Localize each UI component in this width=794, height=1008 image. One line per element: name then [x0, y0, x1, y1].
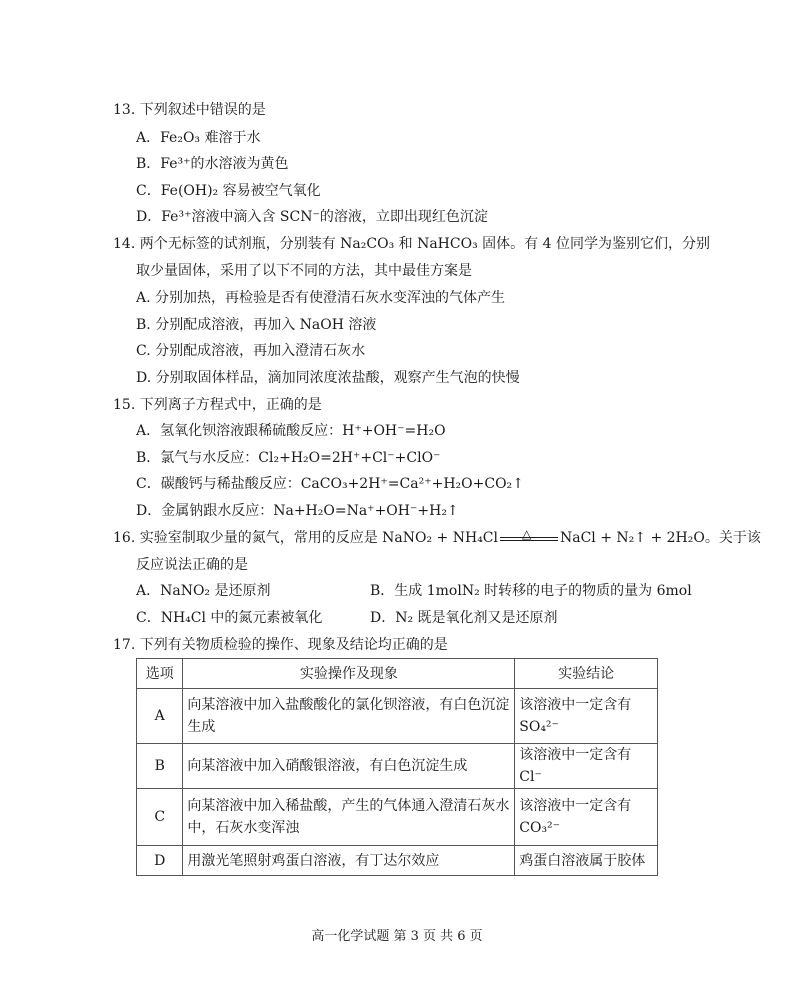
q14-option-c: C. 分别配成溶液，再加入澄清石灰水	[136, 343, 366, 359]
row-operation	[183, 744, 515, 789]
header-conclusion: 实验结论	[515, 659, 658, 689]
q16-option-d: D．N₂ 既是氧化剂又是还原剂	[370, 610, 558, 626]
q14-stem-line2: 取少量固体，采用了以下不同的方法，其中最佳方案是	[136, 263, 472, 279]
row-operation-line1: 向某溶液中加入稀盐酸，产生的气体通入澄清石灰水	[187, 798, 510, 814]
q16-stem-line2: 反应说法正确的是	[136, 557, 248, 573]
q13-option-c: C．Fe(OH)₂ 容易被空气氧化	[136, 183, 321, 199]
row-operation	[183, 689, 515, 744]
equals-bar-bottom	[500, 540, 558, 541]
row-operation-line2: 中，石灰水变浑浊	[187, 820, 300, 836]
q13-option-a: A．Fe₂O₃ 难溶于水	[136, 130, 261, 146]
equals-bar-top	[500, 537, 558, 538]
row-operation	[183, 789, 515, 846]
row-operation-line1: 向某溶液中加入盐酸酸化的氯化钡溶液，有白色沉淀	[187, 697, 510, 713]
q14-option-b: B. 分别配成溶液，再加入 NaOH 溶液	[136, 317, 377, 333]
page-footer: 高一化学试题 第 3 页 共 6 页	[311, 929, 483, 944]
table-row	[137, 744, 658, 789]
row-option: C	[137, 789, 183, 846]
row-option: B	[137, 744, 183, 789]
q13-option-b: B．Fe³⁺的水溶液为黄色	[136, 156, 289, 172]
heating-reaction-arrow	[498, 529, 560, 547]
row-option: D	[137, 846, 183, 876]
q15-option-c: C．碳酸钙与稀盐酸反应：CaCO₃+2H⁺=Ca²⁺+H₂O+CO₂↑	[136, 476, 524, 492]
row-conclusion: 该溶液中一定含有 Cl⁻	[515, 744, 658, 789]
q16-option-c: C．NH₄Cl 中的氮元素被氧化	[136, 610, 323, 626]
q15-option-b: B．氯气与水反应：Cl₂+H₂O=2H⁺+Cl⁻+ClO⁻	[136, 450, 441, 466]
row-operation-line1: 用激光笔照射鸡蛋白溶液，有丁达尔效应	[187, 852, 440, 869]
q15-option-a: A．氢氧化钡溶液跟稀硫酸反应：H⁺+OH⁻=H₂O	[136, 423, 446, 439]
q16-option-a: A．NaNO₂ 是还原剂	[136, 583, 271, 599]
q14-option-a: A. 分别加热，再检验是否有使澄清石灰水变浑浊的气体产生	[136, 290, 506, 306]
q17-stem: 17. 下列有关物质检验的操作、现象及结论均正确的是	[113, 637, 448, 653]
heat-triangle-icon: △	[522, 527, 532, 541]
row-operation-line1: 向某溶液中加入硝酸银溶液，有白色沉淀生成	[187, 758, 468, 774]
header-operation: 实验操作及现象	[183, 659, 515, 689]
table-row	[137, 689, 658, 744]
q16-stem-suffix: NaCl + N₂↑ + 2H₂O。关于该	[560, 530, 761, 546]
table-row	[137, 789, 658, 846]
q16-option-b: B．生成 1molN₂ 时转移的电子的物质的量为 6mol	[370, 583, 692, 599]
table-header-row	[137, 659, 658, 689]
q14-stem-line1: 14. 两个无标签的试剂瓶，分别装有 Na₂CO₃ 和 NaHCO₃ 固体。有 4 位同学为鉴别它们，分别	[113, 236, 710, 252]
row-option: A	[137, 689, 183, 744]
row-conclusion: 该溶液中一定含有 SO₄²⁻	[515, 689, 658, 744]
q16-stem-prefix: 16. 实验室制取少量的氮气，常用的反应是 NaNO₂ + NH₄Cl	[113, 530, 498, 546]
row-conclusion: 该溶液中一定含有 CO₃²⁻	[515, 789, 658, 846]
table-row	[137, 846, 658, 876]
row-conclusion: 鸡蛋白溶液属于胶体	[515, 846, 658, 876]
q13-stem: 13. 下列叙述中错误的是	[113, 102, 266, 118]
row-operation-line2: 生成	[187, 719, 216, 735]
q15-option-d: D．金属钠跟水反应：Na+H₂O=Na⁺+OH⁻+H₂↑	[136, 503, 459, 519]
row-operation	[183, 846, 515, 876]
q13-option-d: D．Fe³⁺溶液中滴入含 SCN⁻的溶液，立即出现红色沉淀	[136, 209, 488, 225]
q16-stem-line1	[113, 529, 761, 547]
q17-table	[136, 658, 658, 876]
q14-option-d: D. 分别取固体样品，滴加同浓度浓盐酸，观察产生气泡的快慢	[136, 370, 520, 386]
q15-stem: 15. 下列离子方程式中，正确的是	[113, 397, 322, 413]
header-option: 选项	[137, 659, 183, 689]
